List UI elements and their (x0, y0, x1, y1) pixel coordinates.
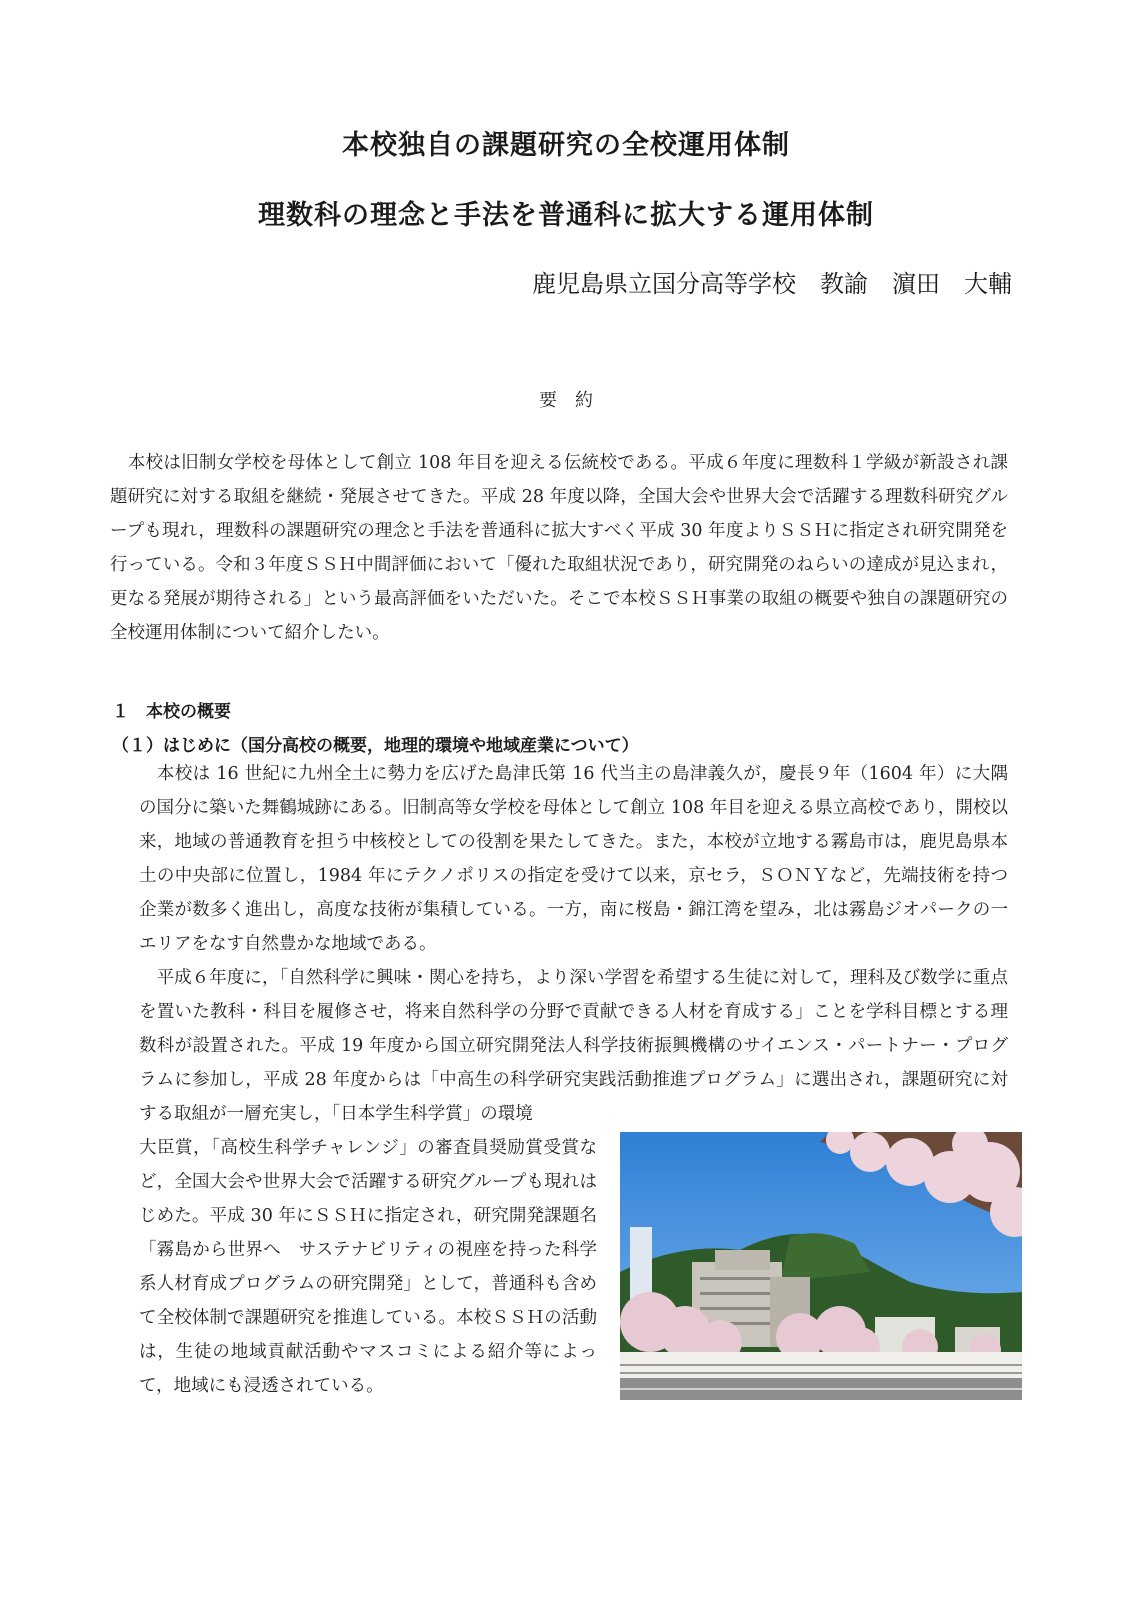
document-subtitle: 理数科の理念と手法を普通科に拡大する運用体制 (258, 200, 874, 231)
author-line: 鹿児島県立国分高等学校 教諭 濵田 大輔 (532, 270, 1012, 298)
body-paragraph-2: 平成６年度に，「自然科学に興味・関心を持ち，より深い学習を希望する生徒に対して，理科及び数学に重点を置いた教科・科目を履修させ，将来自然科学の分野で貢献できる人材を育成する」ことを学科目標とする理数科が設置された。平成 19 年度から国立研究開発法人科学技術振興機構のサイエンス・パートナー・プログラムに参加し，平成 28 年度からは「中高生の科学研究実践活動推進プログラム」に選出され，課題研究に対する取組が一層充実し，「日本学生科学賞」の環境 (139, 968, 1008, 1124)
section-heading: １ 本校の概要 (112, 702, 231, 722)
school-photo (620, 1132, 1022, 1400)
body-paragraph-3: 大臣賞，「高校生科学チャレンジ」の審査員奨励賞受賞など，全国大会や世界大会で活躍する研究グループも現れはじめた。平成 30 年にＳＳＨに指定され，研究開発課題名「霧島から世界へ サステナビリティの視座を持った科学系人材育成プログラムの研究開発」として，普通科も含めて全校体制で課題研究を推進している。本校ＳＳＨの活動は，生徒の地域貢献活動やマスコミによる紹介等によって，地域にも浸透されている。 (139, 1138, 597, 1396)
subsection-heading: （１）はじめに（国分高校の概要，地理的環境や地域産業について） (112, 736, 639, 756)
document-title: 本校独自の課題研究の全校運用体制 (342, 130, 790, 161)
abstract-heading: 要 約 (539, 390, 593, 411)
body-paragraph-1: 本校は 16 世紀に九州全土に勢力を広げた島津氏第 16 代当主の島津義久が，慶長９年（1604 年）に大隅の国分に築いた舞鶴城跡にある。旧制高等女学校を母体として創立 108 年目を迎える県立高校であり，開校以来，地域の普通教育を担う中核校としての役割を果たしてきた。また，本校が立地する霧島市は，鹿児島県本土の中央部に位置し，1984 年にテクノポリスの指定を受けて以来，京セラ，ＳＯＮＹなど，先端技術を持つ企業が数多く進出し，高度な技術が集積している。一方，南に桜島・錦江湾を望み，北は霧島ジオパークの一エリアをなす自然豊かな地域である。 (139, 764, 1008, 954)
abstract-text: 本校は旧制女学校を母体として創立 108 年目を迎える伝統校である。平成６年度に理数科１学級が新設され課題研究に対する取組を継続・発展させてきた。平成 28 年度以降，全国大会や世界大会で活躍する理数科研究グループも現れ，理数科の課題研究の理念と手法を普通科に拡大すべく平成 30 年度よりＳＳＨに指定され研究開発を行っている。令和３年度ＳＳＨ中間評価において「優れた取組状況であり，研究開発のねらいの達成が見込まれ，更なる発展が期待される」という最高評価をいただいた。そこで本校ＳＳＨ事業の取組の概要や独自の課題研究の全校運用体制について紹介したい。 (110, 453, 1008, 643)
